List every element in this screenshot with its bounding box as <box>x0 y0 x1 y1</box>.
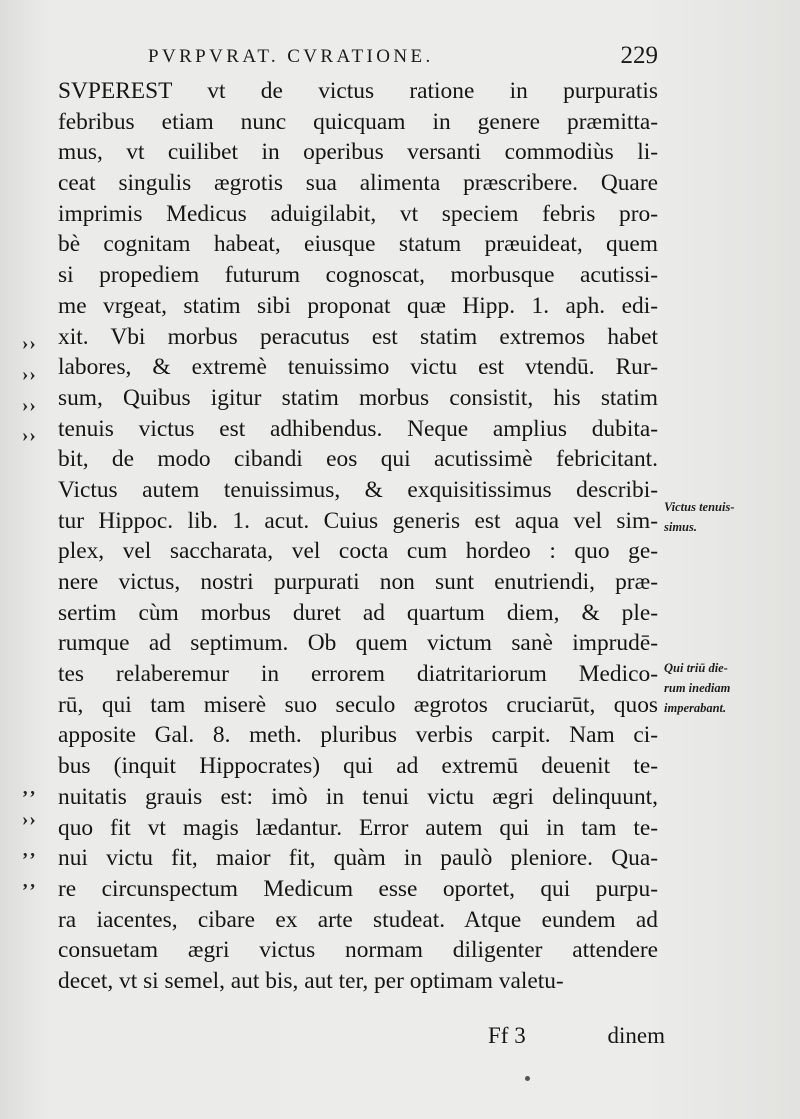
text-line: nuitatis grauis est: imò in tenui victu ægri delinquunt, <box>58 783 658 810</box>
text-line: nui victu fit, maior fit, quàm in paulò pleniore. Qua- <box>58 845 658 872</box>
margin-note-line: simus. <box>664 520 698 534</box>
ink-speck <box>525 1076 530 1081</box>
text-line: bus (inquit Hippocrates) qui ad extremū deuenit te- <box>58 753 658 780</box>
text-line: re circunspectum Medicum esse oportet, qui purpu- <box>58 875 658 902</box>
margin-note-line: Qui triū die- <box>664 661 728 675</box>
text-line: nere victus, nostri purpurati non sunt enutriendi, præ- <box>58 569 658 595</box>
quote-mark: ›› <box>22 809 37 830</box>
quote-mark: ‚‚ <box>22 840 37 861</box>
text-line: quo fit vt magis lædantur. Error autem qui in tam te- <box>58 814 658 841</box>
text-line: sertim cùm morbus duret ad quartum diem, & ple- <box>58 599 658 626</box>
text-line: si propediem futurum cognoscat, morbusque acutissi- <box>58 262 658 289</box>
catchword: dinem <box>607 1023 665 1048</box>
margin-note-line: Victus tenuis- <box>664 500 735 514</box>
text-line: SVPEREST vt de victus ratione in purpuratis <box>58 78 658 104</box>
quote-mark: ‚‚ <box>22 871 37 892</box>
text-line: bè cognitam habeat, eiusque statum præuideat, quem <box>58 231 658 258</box>
text-line: tur Hippoc. lib. 1. acut. Cuius generis est aqua vel sim- <box>58 507 658 534</box>
margin-note-line: imperabant. <box>664 701 727 715</box>
text-line: mus, vt cuilibet in operibus versanti commodiùs li- <box>58 139 658 166</box>
text-line: plex, vel saccharata, vel cocta cum hordeo : quo ge- <box>58 538 658 565</box>
margin-note-line: rum inediam <box>664 681 731 695</box>
margin-note <box>664 658 794 718</box>
text-line: me vrgeat, statim sibi proponat quæ Hipp. 1. aph. edi- <box>58 292 658 319</box>
margin-note <box>664 497 794 537</box>
quote-mark: ›› <box>22 395 37 416</box>
quote-mark: ›› <box>22 333 37 354</box>
text-line: rumque ad septimum. Ob quem victum sanè imprudē- <box>58 630 658 657</box>
page-footer <box>450 1020 665 1054</box>
page-number: 229 <box>620 42 658 69</box>
signature-mark: Ff 3 <box>488 1023 526 1048</box>
quote-mark: ›› <box>22 364 37 385</box>
page-header <box>148 42 658 74</box>
text-line: ra iacentes, cibare ex arte studeat. Atque eundem ad <box>58 906 658 933</box>
text-line: sum, Quibus igitur statim morbus consistit, his statim <box>58 384 658 411</box>
text-line: imprimis Medicus aduigilabit, vt speciem febris pro- <box>58 200 658 227</box>
text-line: Victus autem tenuissimus, & exquisitissimus describi- <box>58 476 658 503</box>
quote-mark: ›› <box>22 425 37 446</box>
text-line: rū, qui tam miserè suo seculo ægrotos cruciarūt, quos <box>58 691 658 718</box>
text-line: tes relaberemur in errorem diatritariorum Medico- <box>58 661 658 688</box>
text-line: tenuis victus est adhibendus. Neque amplius dubita- <box>58 415 658 442</box>
text-line: apposite Gal. 8. meth. pluribus verbis carpit. Nam ci- <box>58 722 658 749</box>
main-text-block <box>58 76 658 997</box>
quote-mark: ‚‚ <box>22 778 37 799</box>
text-line: bit, de modo cibandi eos qui acutissimè febricitant. <box>58 446 658 473</box>
text-line: ceat singulis ægrotis sua alimenta præscribere. Quare <box>58 170 658 197</box>
running-title: PVRPVRAT. CVRATIONE. <box>148 46 434 67</box>
text-line: xit. Vbi morbus peracutus est statim extremos habet <box>58 323 658 350</box>
text-line: labores, & extremè tenuissimo victu est vtendū. Rur- <box>58 354 658 381</box>
text-line: febribus etiam nunc quicquam in genere præmitta- <box>58 108 658 135</box>
text-line: consuetam ægri victus normam diligenter attendere <box>58 937 658 964</box>
text-line: decet, vt si semel, aut bis, aut ter, per optimam valetu- <box>58 967 564 994</box>
